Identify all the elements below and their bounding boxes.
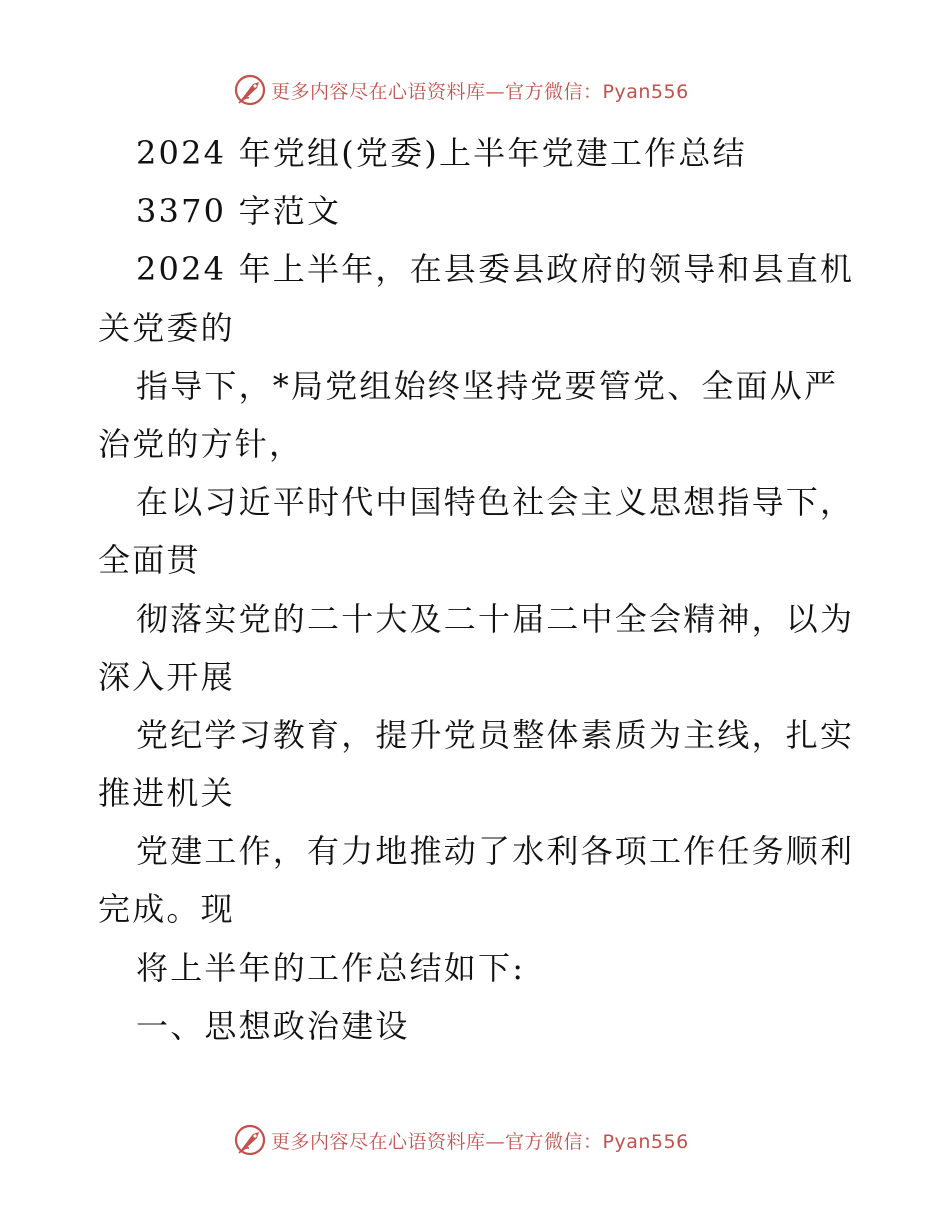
watermark-wechat-id: Pyan556 <box>602 1130 689 1153</box>
document-line: 彻落实党的二十大及二十届二中全会精神，以为 <box>136 599 855 638</box>
watermark-text <box>271 1127 689 1154</box>
pen-nib-circle-icon <box>233 73 267 107</box>
document-body <box>98 124 858 1055</box>
watermark-site-text: 更多内容尽在心语资料库 <box>271 1130 486 1153</box>
watermark-dash: — <box>485 1130 506 1153</box>
document-line: 2024 年上半年，在县委县政府的领导和县直机 <box>136 250 855 289</box>
document-line: 3370 字范文 <box>136 192 342 231</box>
watermark-dash: — <box>485 80 506 103</box>
footer-watermark <box>233 1122 689 1158</box>
document-line: 党建工作，有力地推动了水利各项工作任务顺利 <box>136 832 855 871</box>
document-line: 将上半年的工作总结如下: <box>136 948 526 987</box>
document-line: 指导下，*局党组始终坚持党要管党、全面从严 <box>136 366 839 405</box>
document-line: 2024 年党组(党委)上半年党建工作总结 <box>136 134 747 172</box>
watermark-wechat-label: 官方微信： <box>505 80 603 103</box>
document-line: 一、思想政治建设 <box>136 1006 410 1045</box>
header-watermark <box>233 72 689 108</box>
document-line: 全面贯 <box>98 541 201 580</box>
pen-nib-circle-icon <box>233 1123 267 1157</box>
watermark-wechat-id: Pyan556 <box>602 80 689 103</box>
document-line: 党纪学习教育，提升党员整体素质为主线，扎实 <box>136 715 855 754</box>
document-line: 治党的方针， <box>98 424 304 463</box>
document-line: 在以习近平时代中国特色社会主义思想指导下， <box>136 483 855 522</box>
watermark-text <box>271 77 689 104</box>
watermark-wechat-label: 官方微信： <box>505 1130 603 1153</box>
watermark-site-text: 更多内容尽在心语资料库 <box>271 80 486 103</box>
document-line: 关党委的 <box>98 308 235 347</box>
document-line: 完成。现 <box>98 890 235 929</box>
document-line: 深入开展 <box>98 657 235 696</box>
document-line: 推进机关 <box>98 774 235 813</box>
